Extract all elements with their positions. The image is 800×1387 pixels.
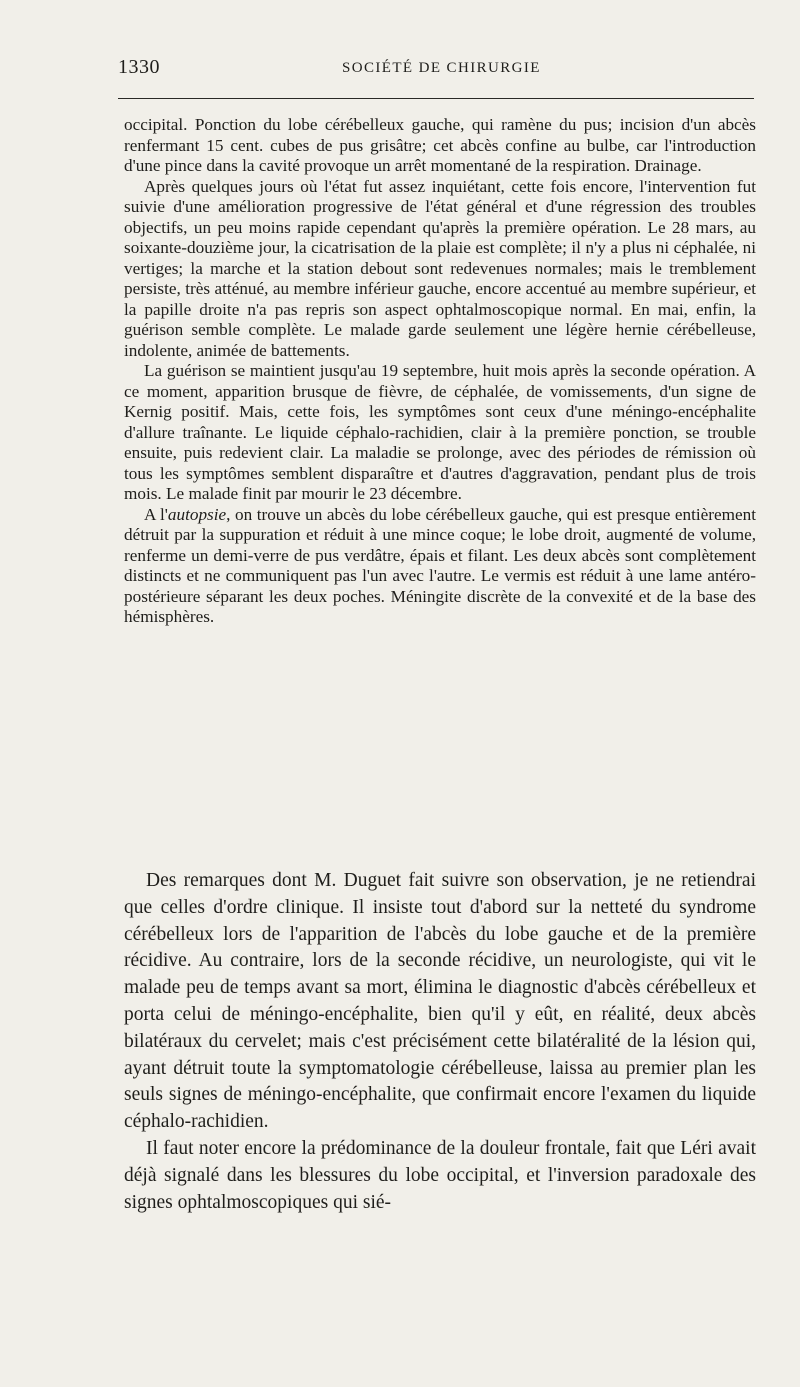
- case-paragraph: Après quelques jours où l'état fut assez inquiétant, cette fois encore, l'intervention fut suivie d'une amélioration progressive de l'état général et d'une régression des troubles objectifs, un peu moins rapide cependant qu'après la première opération. Le 28 mars, au soixante-douzième jour, la cicatrisation de la plaie est complète; il n'y a plus ni céphalée, ni vertiges; la marche et la station debout sont redevenues normales; mais le tremblement persiste, très atténué, au membre inférieur gauche, encore accentué au membre supérieur, et la papille droite n'a pas repris son aspect ophtalmoscopique normal. En mai, enfin, la guérison semble complète. Le malade garde seulement une légère hernie cérébelleuse, indolente, animée de battements.: [124, 176, 756, 360]
- autopsy-term: autopsie: [167, 504, 227, 524]
- page-header: [118, 56, 754, 86]
- commentary-paragraph: Il faut noter encore la prédominance de la douleur frontale, fait que Léri avait déjà signalé dans les blessures du lobe occipital, et l'inversion paradoxale des signes ophtalmoscopiques qui sié-: [124, 1137, 756, 1213]
- autopsy-text: , on trouve un abcès du lobe cérébelleux gauche, qui est presque entièrement détruit par la suppuration et réduit à une mince coque; le lobe droit, augmenté de volume, renferme un demi-verre de pus verdâtre, épais et filant. Les deux abcès sont complètement distincts et ne communiquent pas l'un avec l'autre. Le vermis est réduit à une lame antéro-postérieure séparant les deux poches. Méningite discrète de la convexité et de la base des hémisphères.: [124, 504, 756, 626]
- commentary-paragraph: Des remarques dont M. Duguet fait suivre son observation, je ne retiendrai que celles d'ordre clinique. Il insiste tout d'abord sur la netteté du syndrome cérébelleux lors de l'apparition de l'abcès du lobe gauche et de la première récidive. Au contraire, lors de la seconde récidive, un neurologiste, qui vit le malade peu de temps avant sa mort, élimina le diagnostic d'abcès cérébelleux et porta celui de méningo-encéphalite, bien qu'il y eût, en réalité, deux abcès bilatéraux du cervelet; mais c'est précisément cette bilatéralité de la lésion qui, ayant détruit toute la symptomatologie cérébelleuse, laissa au premier plan les seuls signes de méningo-encéphalite, que confirmait encore l'examen du liquide céphalo-rachidien.: [124, 870, 756, 1133]
- running-head: SOCIÉTÉ DE CHIRURGIE: [342, 60, 541, 76]
- case-paragraph: occipital. Ponction du lobe cérébelleux gauche, qui ramène du pus; incision d'un abcès renfermant 15 cent. cubes de pus grisâtre; cet abcès confine au bulbe, car l'introduction d'une pince dans la cavité provoque un arrêt momentané de la respiration. Drainage.: [124, 115, 756, 175]
- case-observation: [124, 115, 756, 628]
- case-paragraph: La guérison se maintient jusqu'au 19 septembre, huit mois après la seconde opération. A ce moment, apparition brusque de fièvre, de céphalée, de vomissements, d'un signe de Kernig positif. Mais, cette fois, les symptômes sont ceux d'une méningo-encéphalite d'allure traînante. Le liquide céphalo-rachidien, clair à la première ponction, se trouble ensuite, puis redevient clair. La maladie se prolonge, avec des périodes de rémission où tous les symptômes semblent disparaître et d'autres d'aggravation, pendant plus de trois mois. Le malade finit par mourir le 23 décembre.: [124, 361, 756, 503]
- header-rule: [118, 98, 754, 99]
- commentary: [124, 868, 756, 1216]
- autopsy-prefix: A l': [144, 504, 168, 524]
- autopsy-paragraph: [124, 505, 756, 628]
- page-number: 1330: [118, 56, 160, 78]
